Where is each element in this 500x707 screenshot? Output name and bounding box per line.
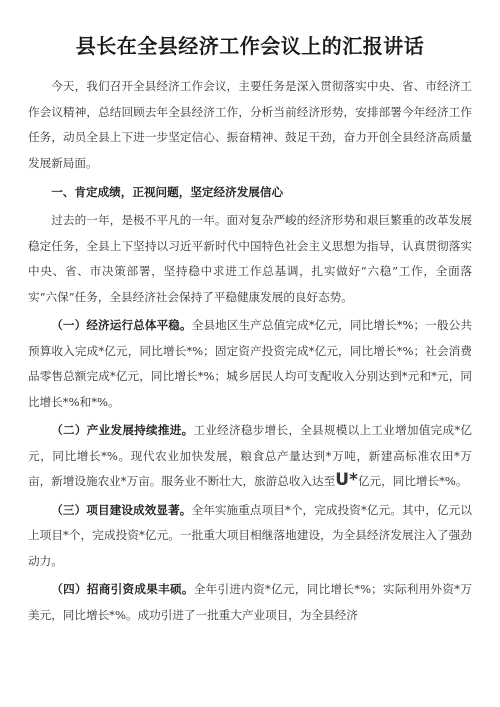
- item-body: 全县地区生产总值完成*亿元，同比增长*%；一般公共预算收入完成*亿元，同比增长*%；固定资产投资完成*亿元，同比增长*%；社会消费品零售总额完成*亿元，同比增长*%；城乡居民人均可支配收入分别达到*元和*元，同比增长*%和*%。: [28, 318, 472, 409]
- item-body: 亿元，同比增长*%。: [357, 474, 468, 488]
- item-paragraph: [28, 577, 472, 628]
- item-body: 工业经济稳步增长，全县规模以上工业增加值完成*亿元，同比增长*%。现代农业加快发展，粮食总产量达到*万吨，新建高标准农田*万亩，新增设施农业*万亩。服务业不断壮大，旅游总收入达至: [28, 423, 472, 488]
- section-heading: 一、肯定成绩，正视问题，坚定经济发展信心: [51, 185, 284, 199]
- item-body-enlarged: U*: [335, 470, 358, 490]
- item-body: 全年实施重点项目*个，完成投资*亿元。其中，亿元以上项目*个，完成投资*亿元。一批重大项目相继落地建设，为全县经济发展注入了强劲动力。: [28, 502, 472, 568]
- item-paragraph: [28, 418, 472, 495]
- item-body: 全年引进内资*亿元，同比增长*%；实际利用外资*万美元，同比增长*%。成功引进了一批重大产业项目，为全县经济: [28, 582, 472, 622]
- document-title: 县长在全县经济工作会议上的汇报讲话: [75, 34, 425, 58]
- item-lead: （一）经济运行总体平稳。: [51, 318, 192, 332]
- item-paragraph: [28, 498, 472, 575]
- item-lead: （二）产业发展持续推进。: [51, 423, 194, 437]
- item-lead: （四）招商引资成果丰硕。: [51, 582, 194, 596]
- item-lead: （三）项目建设成效显著。: [51, 502, 192, 517]
- section-paragraph: 过去的一年，是极不平凡的一年。面对复杂严峻的经济形势和艰巨繁重的改革发展稳定任务，全县上下坚持以习近平新时代中国特色社会主义思想为指导，认真贯彻落实中央、省、市决策部署，坚持稳中求进工作总基调，扎实做好“六稳”工作，全面落实“六保”任务，全县经济社会保持了平稳健康发展的良好态势。: [28, 213, 472, 304]
- item-paragraph: [28, 313, 472, 415]
- intro-paragraph: 今天，我们召开全县经济工作会议，主要任务是深入贯彻落实中央、省、市经济工作会议精神，总结回顾去年全县经济工作，分析当前经济形势，安排部署今年经济工作任务，动员全县上下进一步坚定信心、振奋精神、鼓足干劲，奋力开创全县经济高质量发展新局面。: [28, 79, 472, 170]
